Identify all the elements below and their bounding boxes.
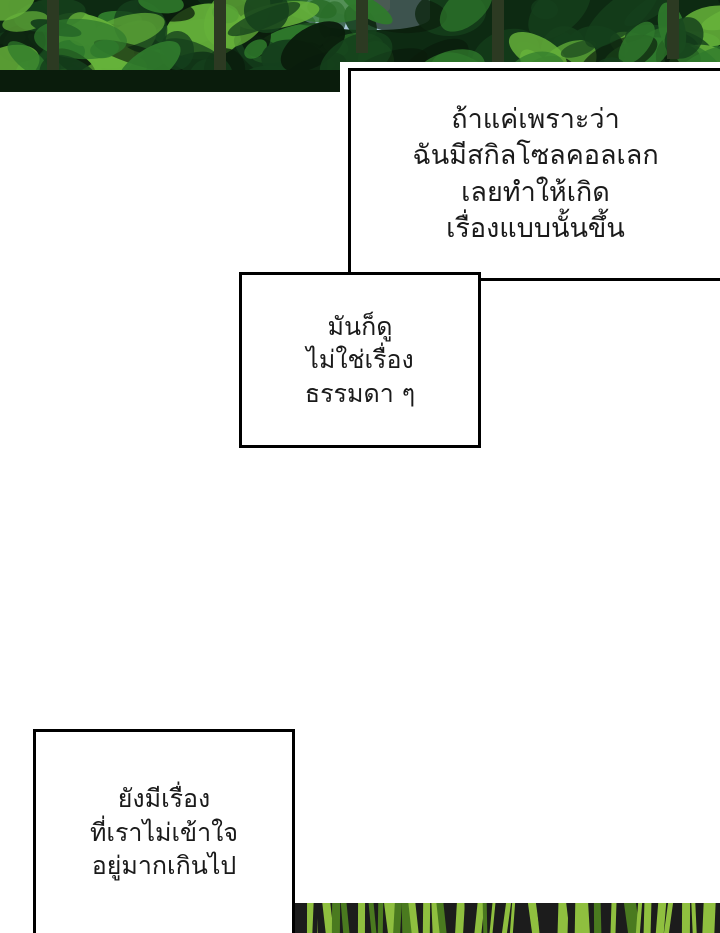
tree-trunk — [492, 0, 504, 62]
grass-blade — [581, 903, 590, 933]
grass-blade — [358, 903, 365, 933]
bubble-line: ธรรมดา ๆ — [304, 378, 416, 408]
grass-blade — [702, 903, 715, 933]
grass-blade — [691, 903, 697, 933]
bubble-line: เรื่องแบบนั้นขึ้น — [446, 212, 625, 244]
grass-blade — [347, 903, 359, 933]
grass-blade — [490, 903, 496, 933]
grass-blade — [332, 903, 340, 933]
speech-bubble-2 — [239, 272, 481, 448]
tree-trunk — [214, 0, 226, 76]
grass-blade — [664, 903, 673, 933]
grass-blade — [510, 903, 516, 933]
grass-blade — [483, 903, 488, 933]
grass-blade — [465, 903, 472, 933]
bubble-line: ฉันมีสกิลโซลคอลเลก — [412, 140, 659, 172]
speech-bubble-1 — [348, 68, 720, 281]
bubble-line: เลยทำให้เกิด — [461, 176, 610, 208]
grass-blade — [600, 903, 611, 933]
bubble-line: อยู่มากเกินไป — [91, 851, 237, 881]
bubble-line: ไม่ใช่เรื่อง — [306, 345, 414, 375]
bottom-artwork-panel — [293, 903, 720, 933]
tree-trunk — [356, 0, 368, 53]
grass-blade — [682, 903, 690, 933]
grass-blade — [548, 903, 554, 933]
tree-trunk — [667, 0, 679, 59]
grass-blade — [377, 903, 382, 933]
speech-bubble-3 — [33, 729, 295, 933]
grass-blade — [293, 903, 303, 933]
grass-blade — [611, 903, 617, 933]
grass-blade — [644, 903, 652, 933]
bubble-line: ถ้าแค่เพราะว่า — [451, 104, 620, 136]
bubble-line: ยังมีเรื่อง — [117, 784, 211, 814]
grass-blade — [455, 903, 465, 933]
grass-blade — [368, 903, 376, 933]
tree-trunk — [47, 0, 59, 76]
grass-blade — [422, 903, 429, 933]
grass-blade — [636, 903, 642, 933]
grass-blade — [393, 903, 401, 933]
bubble-line: มันก็ดู — [327, 311, 393, 341]
bubble-line: ที่เราไม่เข้าใจ — [89, 817, 239, 847]
